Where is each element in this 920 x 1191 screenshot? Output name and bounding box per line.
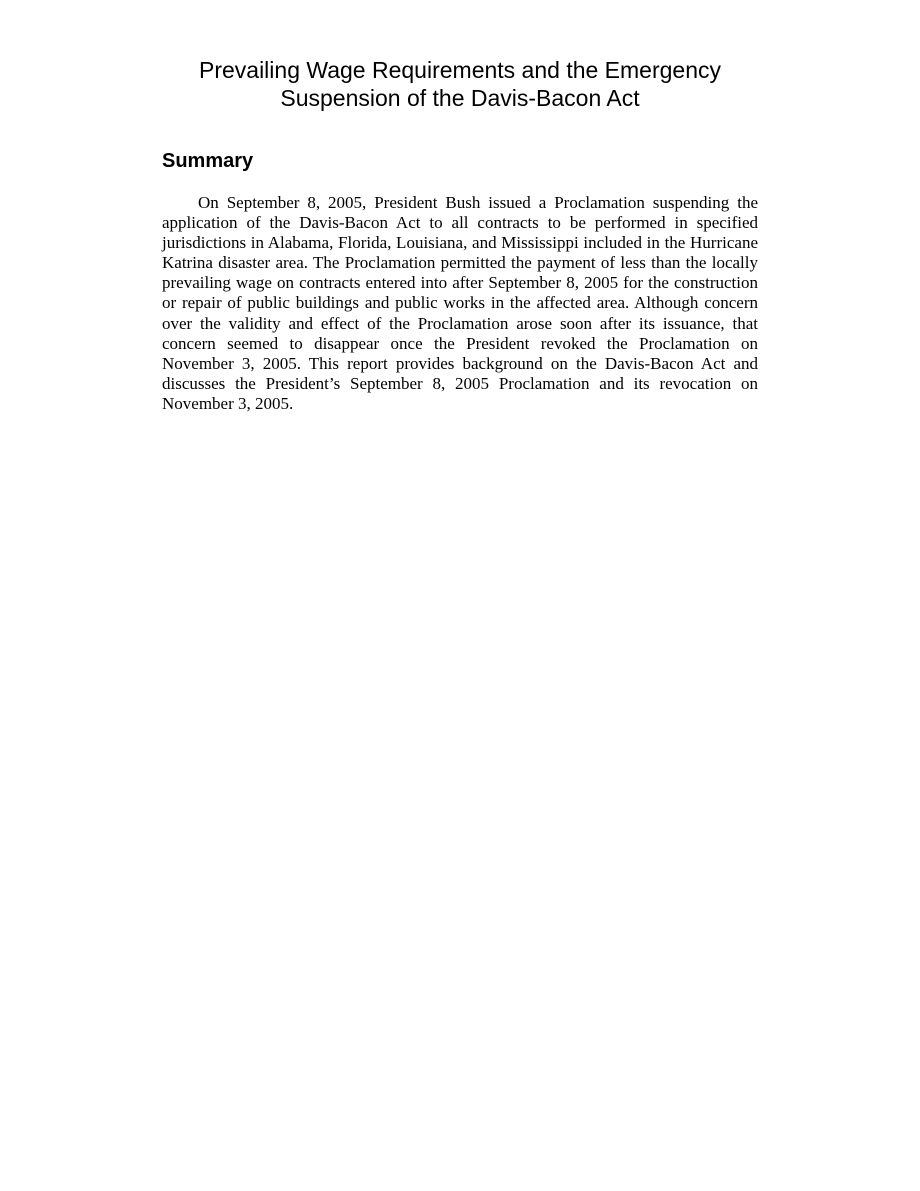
document-title-line-2: Suspension of the Davis-Bacon Act [280,85,640,111]
summary-heading: Summary [162,150,254,172]
summary-paragraph: On September 8, 2005, President Bush issued a Proclamation suspending the application of the Davis-Bacon Act to all contracts to be performed in specified jurisdictions in Alabama, Florida, Louisiana, and Mississippi included in the Hurricane Katrina disaster area. The Proclamation permitted the payment of less than the locally prevailing wage on contracts entered into after September 8, 2005 for the construction or repair of public buildings and public works in the affected area. Although concern over the validity and effect of the Proclamation arose soon after its issuance, that concern seemed to disappear once the President revoked the Proclamation on November 3, 2005. This report provides background on the Davis-Bacon Act and discusses the President’s September 8, 2005 Proclamation and its revocation on November 3, 2005. [162,193,758,413]
document-title [160,56,760,112]
document-title-line-1: Prevailing Wage Requirements and the Emergency [198,57,722,83]
